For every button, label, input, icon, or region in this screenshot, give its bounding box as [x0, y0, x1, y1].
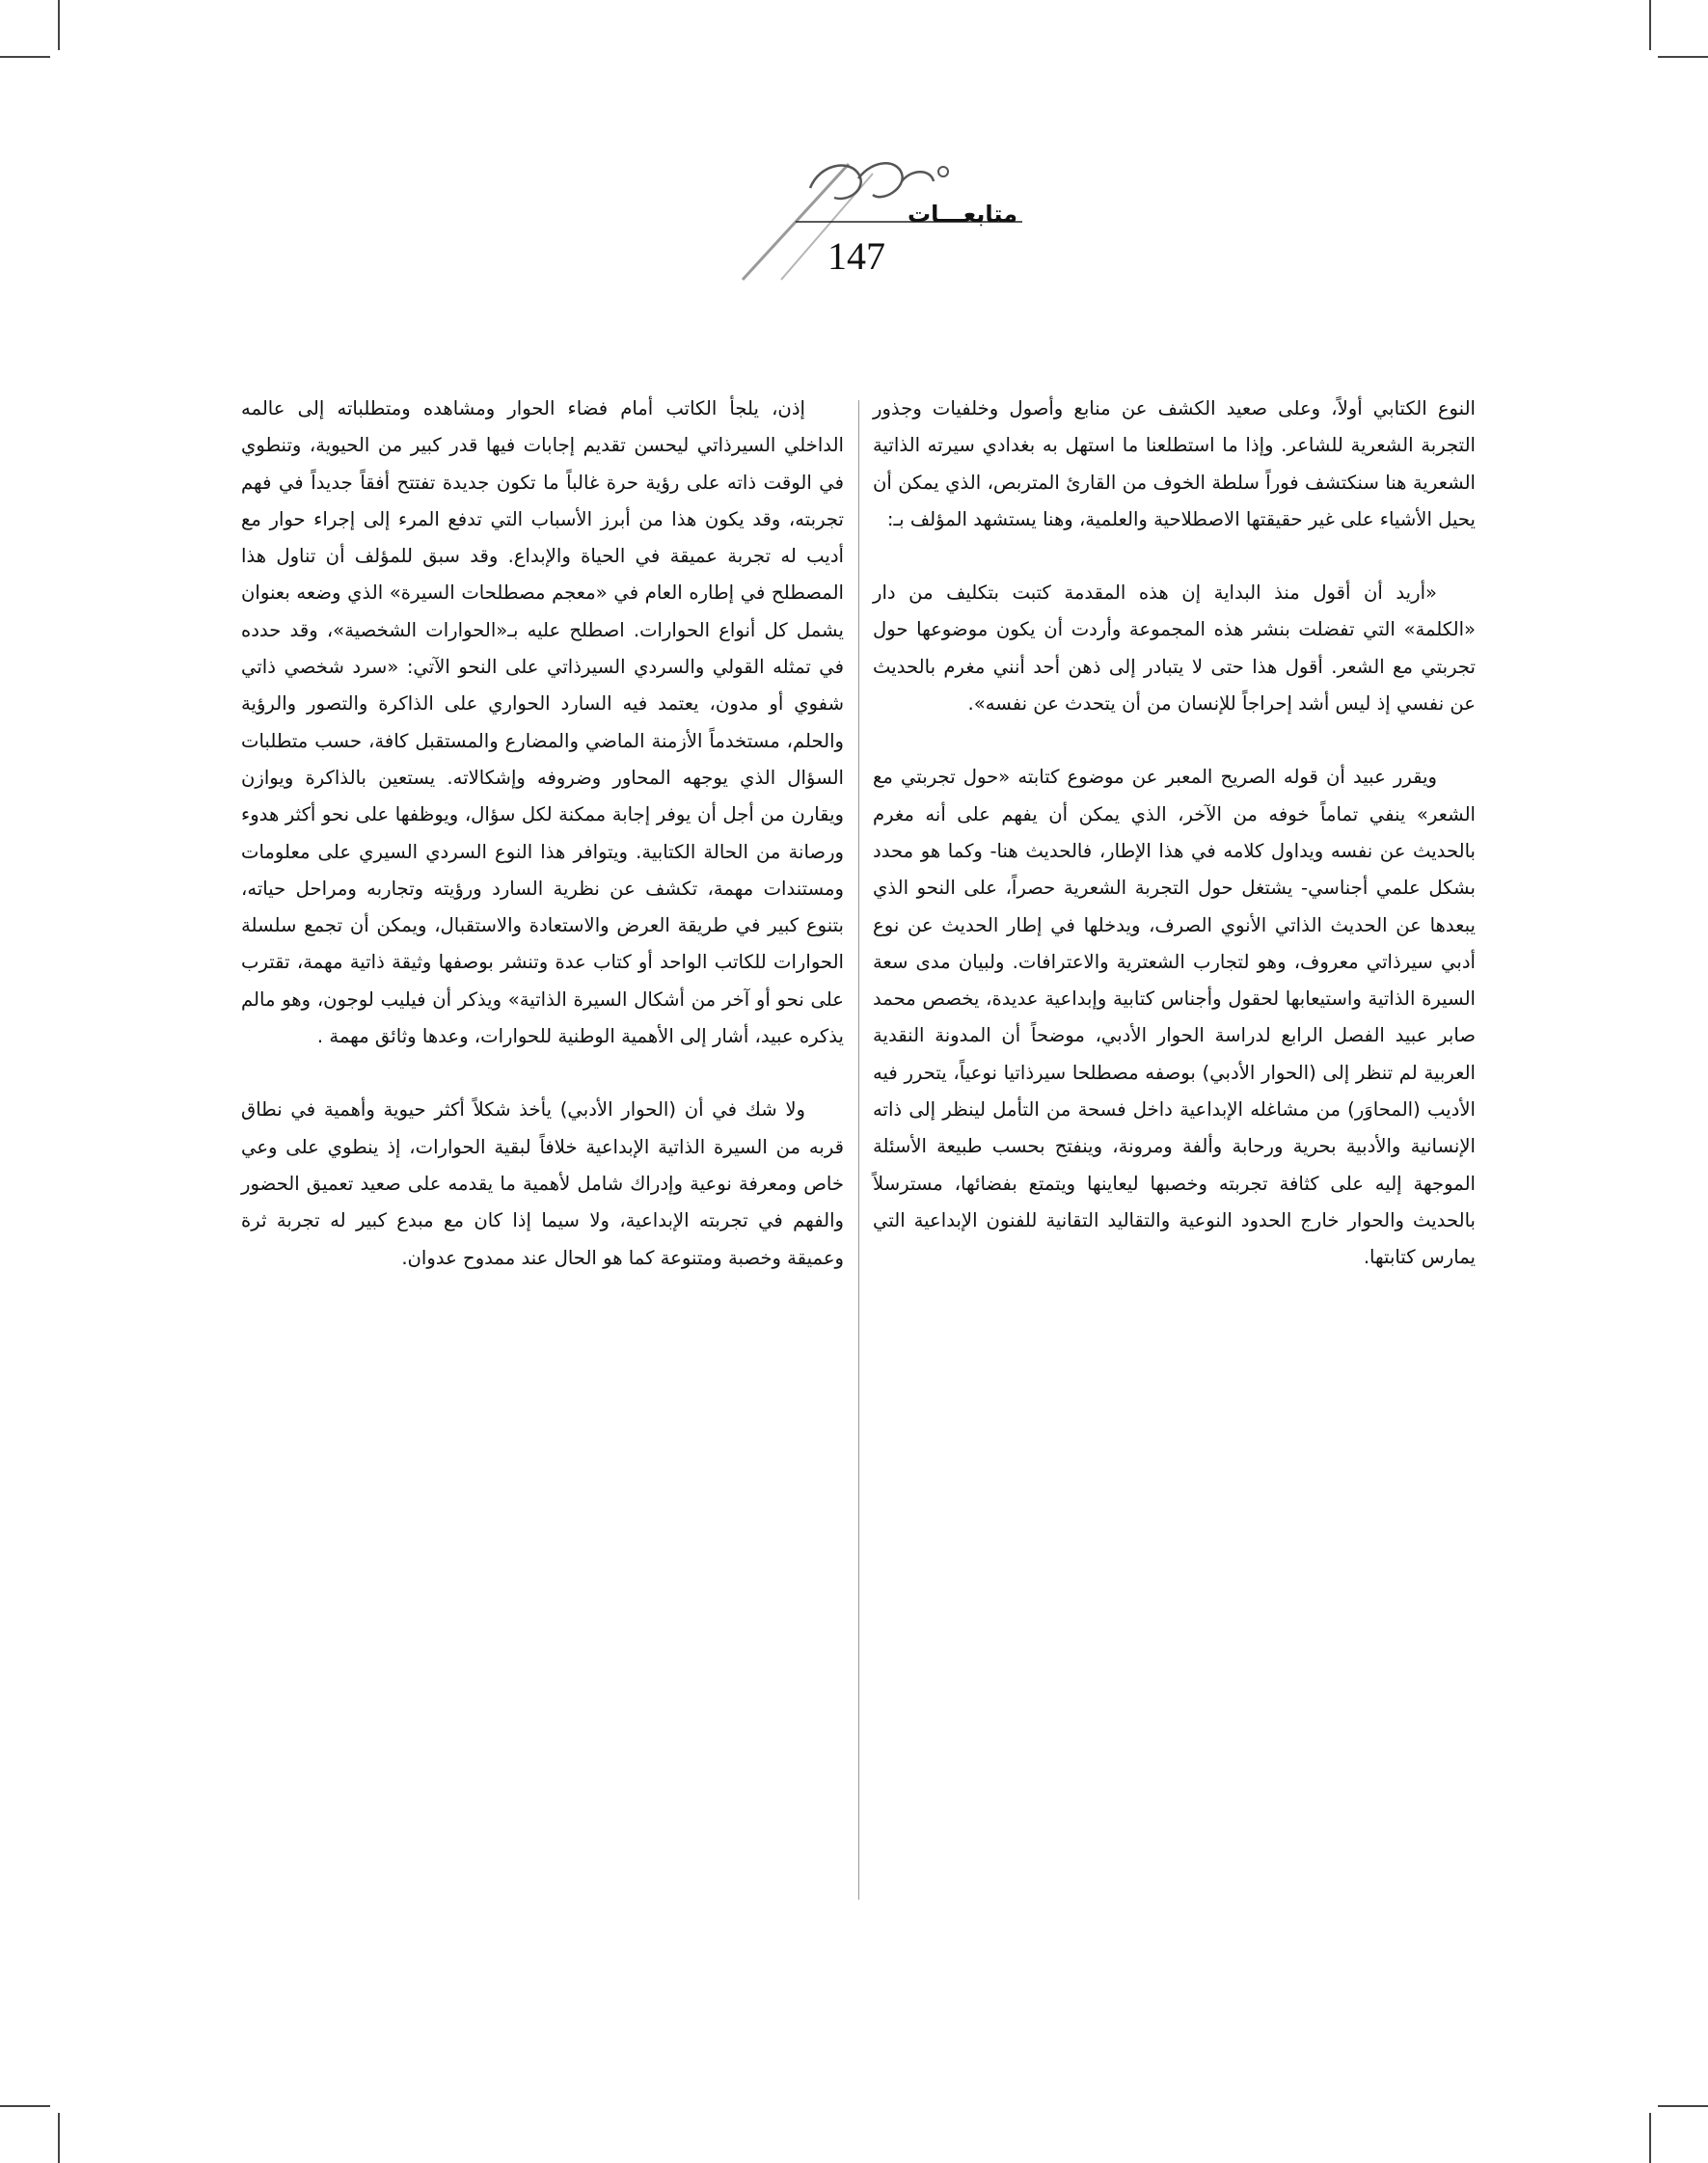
paragraph: ولا شك في أن (الحوار الأدبي) يأخذ شكلاً أكثر حيوية وأهمية في نطاق قربه من السيرة الذاتية الإبداعية خلافاً لبقية الحوارات، إذ ينطوي على وعي خاص ومعرفة نوعية وإدراك شامل لأهمية ما يقدمه على صعيد تعميق الحضور والفهم في تجربته الإبداعية، ولا سيما إذا كان مع مبدع كبير له تجربة ثرة وعميقة وخصبة ومتنوعة كما هو الحال عند ممدوح عدوان. — [241, 1098, 844, 1269]
crop-mark — [1649, 2113, 1651, 2163]
page-header — [704, 145, 1042, 289]
crop-mark — [0, 2105, 50, 2107]
crop-mark — [58, 2113, 60, 2163]
paragraph: إذن، يلجأ الكاتب أمام فضاء الحوار ومشاهده ومتطلباته إلى عالمه الداخلي السيرذاتي ليحسن تقديم إجابات فيها قدر كبير من الحيوية، وتنطوي في الوقت ذاته على رؤية حرة غالباً ما تكون جديدة تفتتح أفقاً جديداً في فهم تجربته، وقد يكون هذا من أبرز الأسباب التي تدفع المرء إلى إجراء حوار مع أديب له تجربة عميقة في الحياة والإبداع. وقد سبق للمؤلف أن تناول هذا المصطلح في إطاره العام في «معجم مصطلحات السيرة» الذي وضعه بعنوان يشمل كل أنواع الحوارات. اصطلح عليه بـ«الحوارات الشخصية»، وقد حدده في تمثله القولي والسردي السيرذاتي على النحو الآتي: «سرد شخصي ذاتي شفوي أو مدون، يعتمد فيه السارد الحواري على الذاكرة والتصور والرؤية والحلم، مستخدماً الأزمنة الماضي والمضارع والمستقبل كافة، حسب متطلبات السؤال الذي يوجهه المحاور وضروفه وإشكالاته. يستعين بالذاكرة ويوازن ويقارن من أجل أن يوفر إجابة ممكنة لكل سؤال، ويوظفها على نحو أكثر هدوء ورصانة من الحالة الكتابية. ويتوافر هذا النوع السردي السيري على معلومات ومستندات مهمة، تكشف عن نظرية السارد ورؤيته وتجاربه ومراحل حياته، بتنوع كبير في طريقة العرض والاستعادة والاستقبال، ويمكن أن تجمع سلسلة الحوارات للكاتب الواحد أو كتاب عدة وتنشر بوصفها وثيقة ذاتية مهمة، تقترب على نحو أو آخر من أشكال السيرة الذاتية» ويذكر أن فيليب لوجون، وهو مالم يذكره عبيد، أشار إلى الأهمية الوطنية للحوارات، وعدها وثائق مهمة . — [241, 397, 844, 1048]
text-column-left — [241, 391, 844, 1313]
paragraph: ويقرر عبيد أن قوله الصريح المعبر عن موضوع كتابته «حول تجربتي مع الشعر» ينفي تماماً خوفه من الآخر، الذي يمكن أن يفهم على أنه مغرم بالحديث عن نفسه ويداول كلامه في هذا الإطار، فالحديث هنا- وكما هو محدد بشكل علمي أجناسي- يشتغل حول التجربة الشعرية حصراً، على النحو الذي يبعدها عن الحديث الذاتي الأنوي الصرف، ويدخلها في إطار الحديث عن نوع أدبي سيرذاتي معروف، وهو لتجارب الشعترية والاعترافات. ولبيان مدى سعة السيرة الذاتية واستيعابها لحقول وأجناس كتابية وإبداعية عديدة، يخصص محمد صابر عبيد الفصل الرابع لدراسة الحوار الأدبي، موضحاً أن المدونة النقدية العربية لم تنظر إلى (الحوار الأدبي) بوصفه مصطلحا سيرذاتيا نوعياً، يتحرر فيه الأديب (المحاوَر) من مشاغله الإبداعية داخل فسحة من التأمل لينظر إلى ذاته الإنسانية والأدبية بحرية ورحابة وألفة ومرونة، وينفتح بحسب طبيعة الأسئلة الموجهة إليه على كثافة تجربته وخصبها ليعاينها ويتمتع بفضائها، مسترسلاً بالحديث والحوار خارج الحدود النوعية والتقاليد التقانية للفنون الإبداعية التي يمارس كتابتها. — [873, 766, 1476, 1269]
text-column-right — [873, 391, 1476, 1313]
crop-mark — [1649, 0, 1651, 50]
paragraph: النوع الكتابي أولاً، وعلى صعيد الكشف عن منابع وأصول وخلفيات وجذور التجربة الشعرية للشاعر. وإذا ما استطلعنا ما استهل به بغدادي سيرته الذاتية الشعرية هنا سنكتشف فوراً سلطة الخوف من القارئ المتربص، الذي يمكن أن يحيل الأشياء على غير حقيقتها الاصطلاحية والعلمية، وهنا يستشهد المؤلف بـ: — [873, 397, 1476, 530]
quote-paragraph: «أريد أن أقول منذ البداية إن هذه المقدمة كتبت بتكليف من دار «الكلمة» التي تفضلت بنشر هذه المجموعة وأردت أن يكون موضوعها حول تجربتي مع الشعر. أقول هذا حتى لا يتبادر إلى ذهن أحد أنني مغرم بالحديث عن نفسي إذ ليس أشد إحراجاً للإنسان من أن يتحدث عن نفسه». — [873, 581, 1476, 716]
crop-mark — [0, 56, 50, 58]
column-divider — [858, 400, 859, 1900]
crop-mark — [1658, 56, 1708, 58]
crop-mark — [58, 0, 60, 50]
crop-mark — [1658, 2105, 1708, 2107]
page-number: 147 — [827, 234, 885, 278]
section-label: متابعـــات — [908, 201, 1017, 228]
